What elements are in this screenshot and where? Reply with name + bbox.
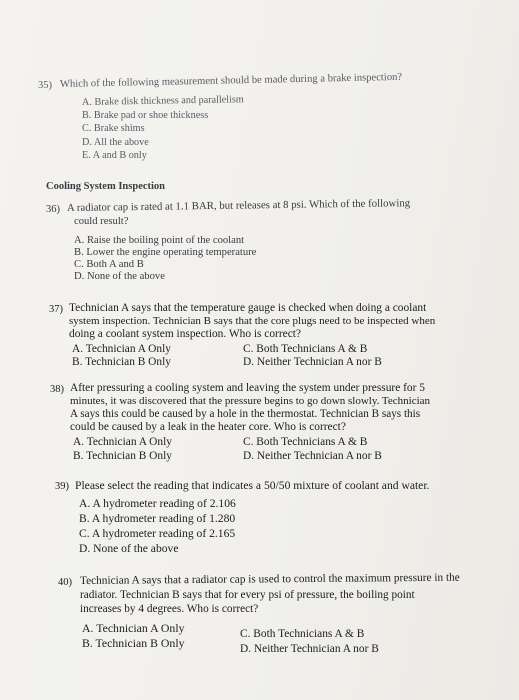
- question-prompt-line-3: A says this could be caused by a hole in the thermostat. Technician B says this: [70, 408, 421, 420]
- question-prompt-line-1: Technician A says that the temperature gauge is checked when doing a coolant: [69, 302, 427, 314]
- question-number: 39): [55, 481, 69, 492]
- question-prompt-line-2: minutes, it was discovered that the pressure begins to go down slowly. Technician: [70, 395, 431, 407]
- question-prompt-line-1: Technician A says that a radiator cap is used to control the maximum pressure in the: [79, 571, 460, 587]
- answer-option-d: D. Neither Technician A nor B: [240, 643, 379, 655]
- answer-option-a: A. Technician A Only: [72, 343, 171, 355]
- answer-option-b: B. Brake pad or shoe thickness: [82, 110, 209, 121]
- answer-option-d: D. Neither Technician A nor B: [243, 450, 382, 462]
- answer-option-c: C. Both A and B: [74, 259, 144, 270]
- answer-option-d: D. All the above: [82, 137, 149, 148]
- answer-option-c: C. A hydrometer reading of 2.165: [79, 527, 236, 540]
- question-number: 35): [38, 80, 52, 91]
- answer-option-d: D. Neither Technician A nor B: [243, 356, 382, 368]
- answer-option-d: D. None of the above: [79, 542, 179, 555]
- question-prompt-line-2: system inspection. Technician B says that the core plugs need to be inspected when: [69, 315, 436, 327]
- question-prompt-line-3: increases by 4 degrees. Who is correct?: [80, 603, 259, 615]
- answer-option-a: A. Technician A Only: [82, 621, 185, 635]
- answer-option-a: A. Technician A Only: [73, 436, 172, 448]
- question-prompt: Please select the reading that indicates a 50/50 mixture of coolant and water.: [75, 479, 430, 492]
- question-number: 40): [58, 577, 72, 588]
- answer-option-b: B. A hydrometer reading of 1.280: [79, 512, 236, 525]
- question-prompt: Which of the following measurement should be made during a brake inspection?: [59, 71, 403, 90]
- answer-option-b: B. Technician B Only: [73, 450, 172, 462]
- question-number: 36): [46, 204, 60, 215]
- answer-option-e: E. A and B only: [82, 150, 147, 161]
- answer-option-d: D. None of the above: [74, 271, 165, 282]
- question-number: 37): [49, 304, 63, 315]
- question-prompt-line-2: radiator. Technician B says that for every psi of pressure, the boiling point: [80, 589, 415, 601]
- answer-option-c: C. Both Technicians A & B: [243, 343, 368, 355]
- question-prompt-line-4: could be caused by a leak in the heater core. Who is correct?: [70, 421, 346, 433]
- answer-option-a: A. Brake disk thickness and parallelism: [81, 94, 244, 108]
- answer-option-a: A. A hydrometer reading of 2.106: [79, 497, 236, 510]
- answer-option-b: B. Technician B Only: [72, 356, 171, 368]
- question-prompt-line-2: could result?: [74, 216, 129, 227]
- answer-option-b: B. Technician B Only: [82, 636, 185, 650]
- answer-option-a: A. Raise the boiling point of the coolant: [74, 235, 245, 246]
- answer-option-b: B. Lower the engine operating temperature: [74, 247, 257, 258]
- question-number: 38): [50, 384, 64, 395]
- answer-option-c: C. Both Technicians A & B: [243, 436, 368, 448]
- section-heading: Cooling System Inspection: [46, 181, 166, 192]
- answer-option-c: C. Brake shims: [82, 123, 145, 134]
- answer-option-c: C. Both Technicians A & B: [240, 628, 365, 640]
- question-prompt-line-1: After pressuring a cooling system and leaving the system under pressure for 5: [70, 382, 425, 394]
- question-prompt-line-3: doing a coolant system inspection. Who is correct?: [69, 328, 301, 340]
- question-prompt-line-1: A radiator cap is rated at 1.1 BAR, but releases at 8 psi. Which of the following: [66, 197, 411, 214]
